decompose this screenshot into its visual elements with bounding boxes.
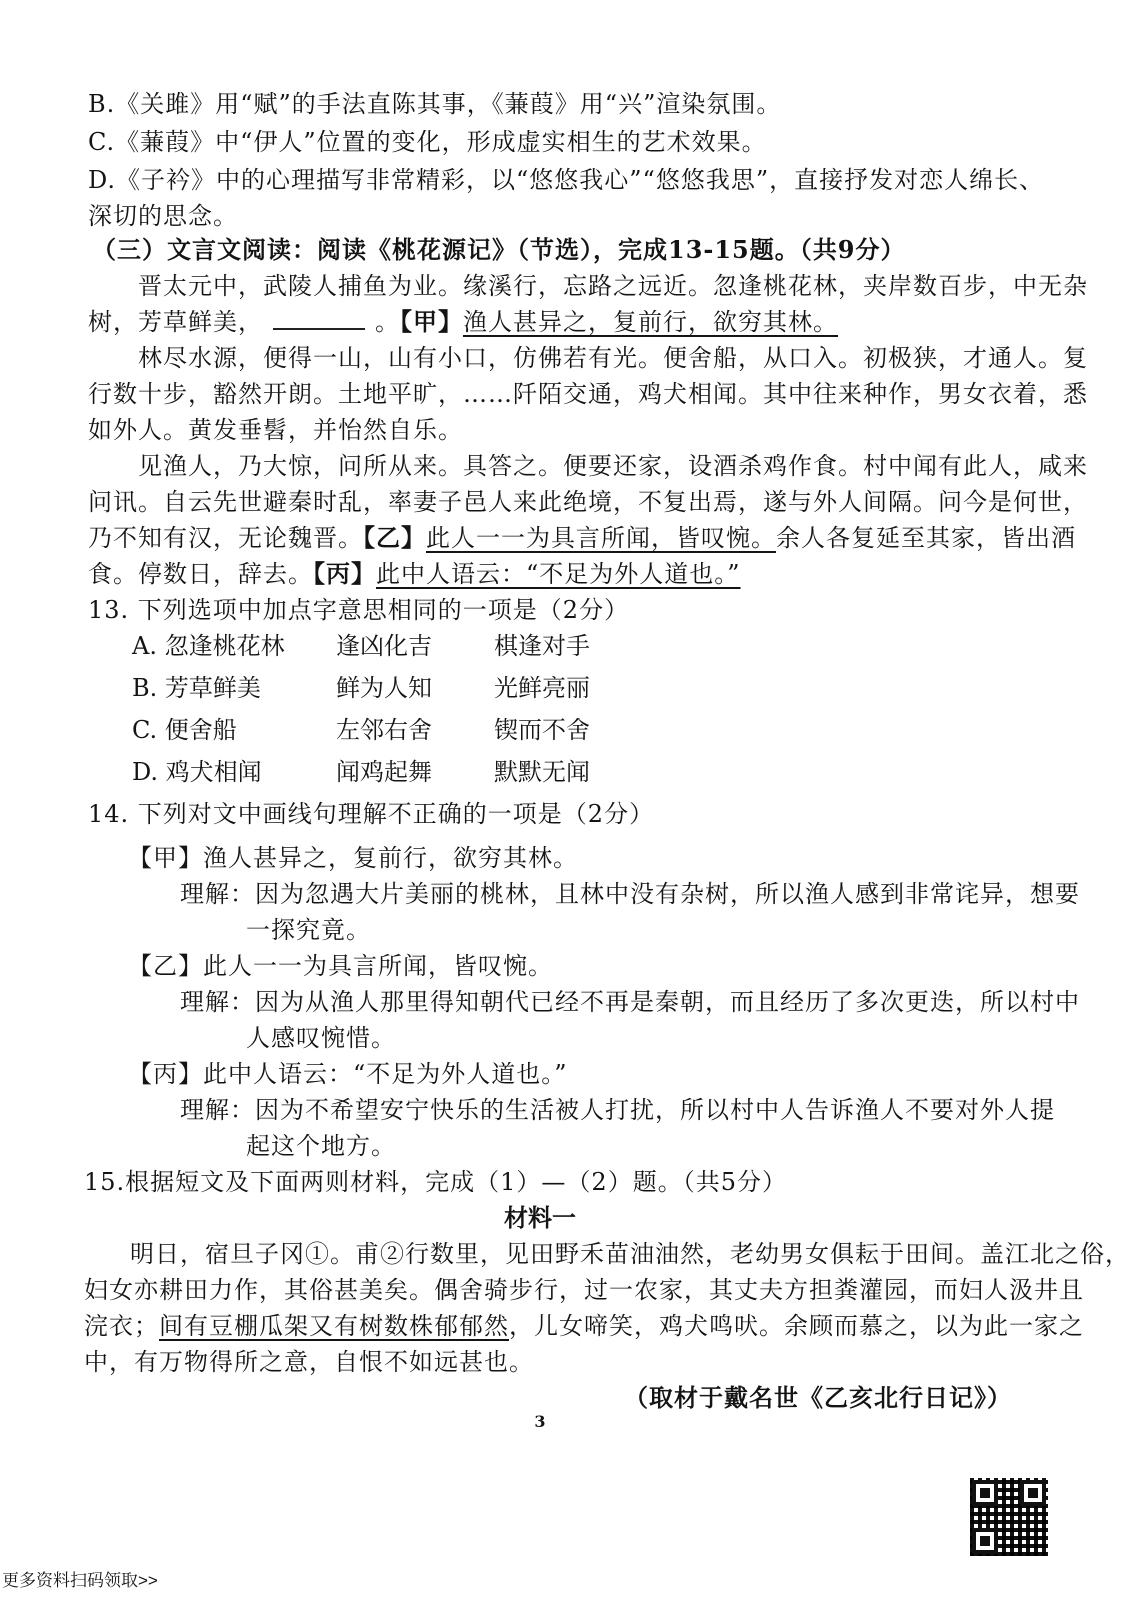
q14-jia-understanding-1: 理解：因为忽遇大片美丽的桃林，且林中没有杂树，所以渔人感到非常诧异，想要 [180,880,1080,908]
passage-p1-line-2 [88,304,1008,340]
qr-finder-pattern [972,1528,998,1554]
q13-option-a-word-3: 棋逢对手 [494,632,590,660]
sentence-tag-jia: 【甲】 [400,307,463,336]
material-text: 浣衣； [84,1312,159,1340]
q13-option-c: C. 便舍船 [132,716,237,744]
q14-sentence-jia: 【甲】渔人甚异之，复前行，欲穷其林。 [128,844,578,872]
q13-option-d: D. 鸡犬相闻 [132,758,262,786]
passage-text: 树，芳草鲜美， [88,308,263,336]
passage-p3-line-3 [88,520,1076,556]
section-heading: （三）文言文阅读：阅读《桃花源记》（节选），完成13-15题。（共9分） [92,235,906,264]
material-line-3 [84,1308,1084,1344]
option-d-line-2: 深切的思念。 [88,202,238,230]
option-d-line-1: D.《子衿》中的心理描写非常精彩，以“悠悠我心”“悠悠我思”，直接抒发对恋人绵长、 [88,166,1045,194]
underlined-sentence-bing: 此中人语云：“不足为外人道也。” [376,560,741,588]
material-line-1: 明日，宿旦子冈①。甫②行数里，见田野禾苗油油然，老幼男女俱耘于田间。盖江北之俗， [130,1240,1130,1268]
q14-jia-understanding-2: 一探究竟。 [246,916,371,944]
passage-p3-line-4 [88,556,1008,592]
q13-option-a-word-2: 逢凶化吉 [336,632,432,660]
passage-text: 。 [375,308,400,336]
passage-p3-line-1: 见渔人，乃大惊，问所从来。具答之。便要还家，设酒杀鸡作食。村中闻有此人，咸来 [138,452,1088,480]
passage-p2-line-3: 如外人。黄发垂髫，并怡然自乐。 [88,416,463,444]
option-b-line: B.《关雎》用“赋”的手法直陈其事，《蒹葭》用“兴”渲染氛围。 [88,90,782,118]
q13-option-b: B. 芳草鲜美 [132,674,261,702]
q14-bing-understanding-2: 起这个地方。 [246,1132,396,1160]
option-c-line: C.《蒹葭》中“伊人”位置的变化，形成虚实相生的艺术效果。 [88,128,767,156]
qr-finder-pattern [1020,1480,1046,1506]
underlined-sentence-yi: 此人一一为具言所闻，皆叹惋。 [426,524,776,552]
sentence-tag-yi: 【乙】 [363,523,426,552]
q14-yi-understanding-2: 人感叹惋惜。 [246,1024,396,1052]
q14-bing-understanding-1: 理解：因为不希望安宁快乐的生活被人打扰，所以村中人告诉渔人不要对外人提 [180,1096,1055,1124]
q13-option-c-word-2: 左邻右舍 [336,716,432,744]
q14-yi-understanding-1: 理解：因为从渔人那里得知朝代已经不再是秦朝，而且经历了多次更迭，所以村中 [180,988,1080,1016]
fill-blank [273,308,365,330]
passage-text: 食。停数日，辞去。 [88,560,313,588]
material-line-2: 妇女亦耕田力作，其俗甚美矣。偶舍骑步行，过一农家，其丈夫方担粪灌园，而妇人汲井且 [84,1276,1084,1304]
underlined-sentence-jia: 渔人甚异之，复前行，欲穷其林。 [463,308,838,336]
underlined-material-sentence: 间有豆棚瓜架又有树数株郁郁然 [159,1312,509,1340]
material-source: （取材于戴名世《乙亥北行日记》） [624,1383,1012,1412]
q13-option-c-word-3: 锲而不舍 [494,716,590,744]
passage-text: 余人各复延至其家，皆出酒 [776,524,1076,552]
passage-p2-line-2: 行数十步，豁然开朗。土地平旷，……阡陌交通，鸡犬相闻。其中往来种作，男女衣着，悉 [88,380,1088,408]
material-one-title: 材料一 [504,1203,576,1232]
page-number: 3 [534,1412,546,1431]
qr-code-icon[interactable] [968,1476,1050,1558]
q14-sentence-bing: 【丙】此中人语云：“不足为外人道也。” [128,1060,568,1088]
q13-stem: 13. 下列选项中加点字意思相同的一项是（2分） [88,596,630,624]
sentence-tag-bing: 【丙】 [313,559,376,588]
q15-stem: 15.根据短文及下面两则材料，完成（1）—（2）题。（共5分） [84,1168,787,1196]
q14-sentence-yi: 【乙】此人一一为具言所闻，皆叹惋。 [128,952,553,980]
passage-p3-line-2: 问讯。自云先世避秦时乱，率妻子邑人来此绝境，不复出焉，遂与外人间隔。问今是何世， [88,488,1088,516]
passage-p1-line-1: 晋太元中，武陵人捕鱼为业。缘溪行，忘路之远近。忽逢桃花林，夹岸数百步，中无杂 [138,272,1088,300]
material-text: ，儿女啼笑，鸡犬鸣吠。余顾而慕之，以为此一家之 [509,1312,1084,1340]
qr-finder-pattern [972,1480,998,1506]
material-line-4: 中，有万物得所之意，自恨不如远甚也。 [84,1348,534,1376]
q13-option-b-word-2: 鲜为人知 [336,674,432,702]
passage-text: 乃不知有汉，无论魏晋。 [88,524,363,552]
q13-option-d-word-2: 闻鸡起舞 [336,758,432,786]
footer-qr-prompt[interactable]: 更多资料扫码领取>> [2,1571,158,1590]
q13-option-a: A. 忽逢桃花林 [132,632,285,660]
passage-p2-line-1: 林尽水源，便得一山，山有小口，仿佛若有光。便舍船，从口入。初极狭，才通人。复 [138,344,1088,372]
q14-stem: 14. 下列对文中画线句理解不正确的一项是（2分） [88,800,655,828]
q13-option-b-word-3: 光鲜亮丽 [494,674,590,702]
q13-option-d-word-3: 默默无闻 [494,758,590,786]
